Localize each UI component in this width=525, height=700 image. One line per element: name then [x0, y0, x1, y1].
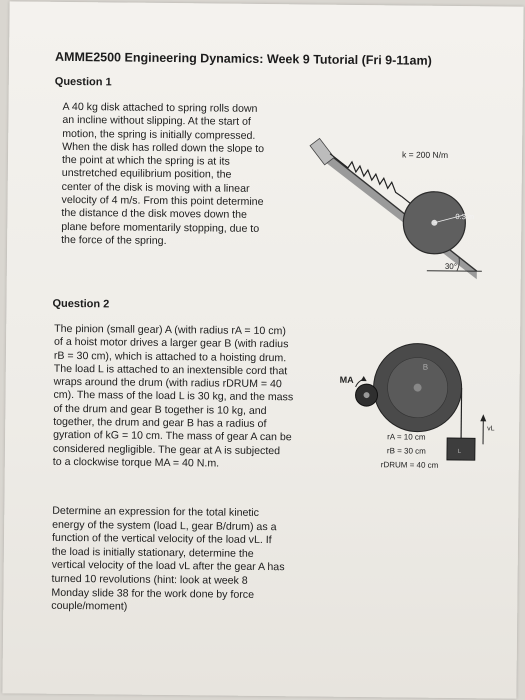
question-2-heading: Question 2 [52, 297, 110, 311]
q1-line: the force of the spring. [61, 233, 167, 247]
radius-drum-label: rDRUM = 40 cm [380, 460, 439, 470]
q1-line: the distance d the disk moves down the [61, 207, 247, 222]
q1-line: motion, the spring is initially compressed. [62, 127, 256, 142]
hoist-gear-figure [333, 335, 505, 492]
q2-task-line: energy of the system (load L, gear B/drum) as a [52, 518, 277, 533]
q1-line: unstretched equilibrium position, the [61, 167, 232, 182]
angle-label: 30° [444, 261, 458, 272]
q2-task-line: vertical velocity of the load vL after the gear A has [51, 559, 285, 574]
page-title: AMME2500 Engineering Dynamics: Week 9 Tutorial (Fri 9-11am) [54, 49, 432, 68]
q1-line: center of the disk is moving with a linear [61, 180, 250, 195]
q2-line: The load L is attached to an inextensible cord that [53, 362, 288, 378]
q2-task-line: Monday slide 38 for the work done by force [51, 586, 255, 601]
q2-line: cm). The mass of the load L is 30 kg, and the mass [53, 389, 294, 404]
q2-task-line: function of the vertical velocity of the load vL. If [51, 531, 272, 547]
q1-line: plane before momentarily stopping, due to [61, 220, 260, 235]
q2-line: gyration of kG = 10 cm. The mass of gear A can be [53, 429, 292, 444]
question-1-text [61, 101, 265, 249]
radius-label: 0.3 m [455, 212, 475, 222]
velocity-label: vL [487, 425, 495, 433]
q1-line: an incline without slipping. At the start of [62, 114, 251, 129]
spring-constant-label: k = 200 N/m [402, 149, 449, 160]
q1-line: When the disk has rolled down the slope to [62, 140, 265, 155]
q2-task-line: the load is initially stationary, determine the [51, 545, 254, 560]
velocity-arrowhead [480, 414, 486, 421]
q1-line: velocity of 4 m/s. From this point determine [61, 193, 264, 209]
hoist-cord [461, 388, 462, 438]
radius-a-label: rA = 10 cm [387, 432, 426, 442]
q2-line: of a hoist motor drives a larger gear B (with radius [54, 336, 289, 351]
incline-disk-figure [307, 109, 489, 286]
q2-task-line: couple/moment) [51, 599, 128, 613]
question-1-heading: Question 1 [54, 75, 112, 89]
q1-line: the point at which the spring is at its [61, 154, 230, 168]
tutorial-sheet [2, 1, 523, 698]
gear-b-label: B [422, 362, 429, 372]
radius-b-label: rB = 30 cm [386, 446, 426, 456]
q1-line: A 40 kg disk attached to spring rolls down [62, 100, 258, 115]
q2-line: considered negligible. The gear at A is subjected [52, 442, 281, 457]
q2-line: to a clockwise torque MA = 40 N.m. [52, 455, 220, 470]
question-2-task [51, 505, 285, 616]
question-2-text [53, 323, 294, 472]
load-label: L [457, 449, 462, 456]
q2-line: The pinion (small gear) A (with radius rA = 10 cm) [54, 322, 286, 338]
torque-arrowhead [361, 376, 367, 381]
q2-task-line: Determine an expression for the total kinetic [52, 504, 260, 519]
q2-task-line: turned 10 revolutions (hint: look at week 8 [51, 572, 248, 587]
torque-label: MA [339, 374, 354, 385]
q2-line: together, the drum and gear B has a radius of [53, 415, 267, 431]
q2-line: rB = 30 cm), which is attached to a hoisting drum. [53, 349, 287, 364]
q2-line: wraps around the drum (with radius rDRUM = 40 [53, 375, 282, 391]
q2-line: of the drum and gear B together is 10 kg, and [53, 402, 267, 417]
